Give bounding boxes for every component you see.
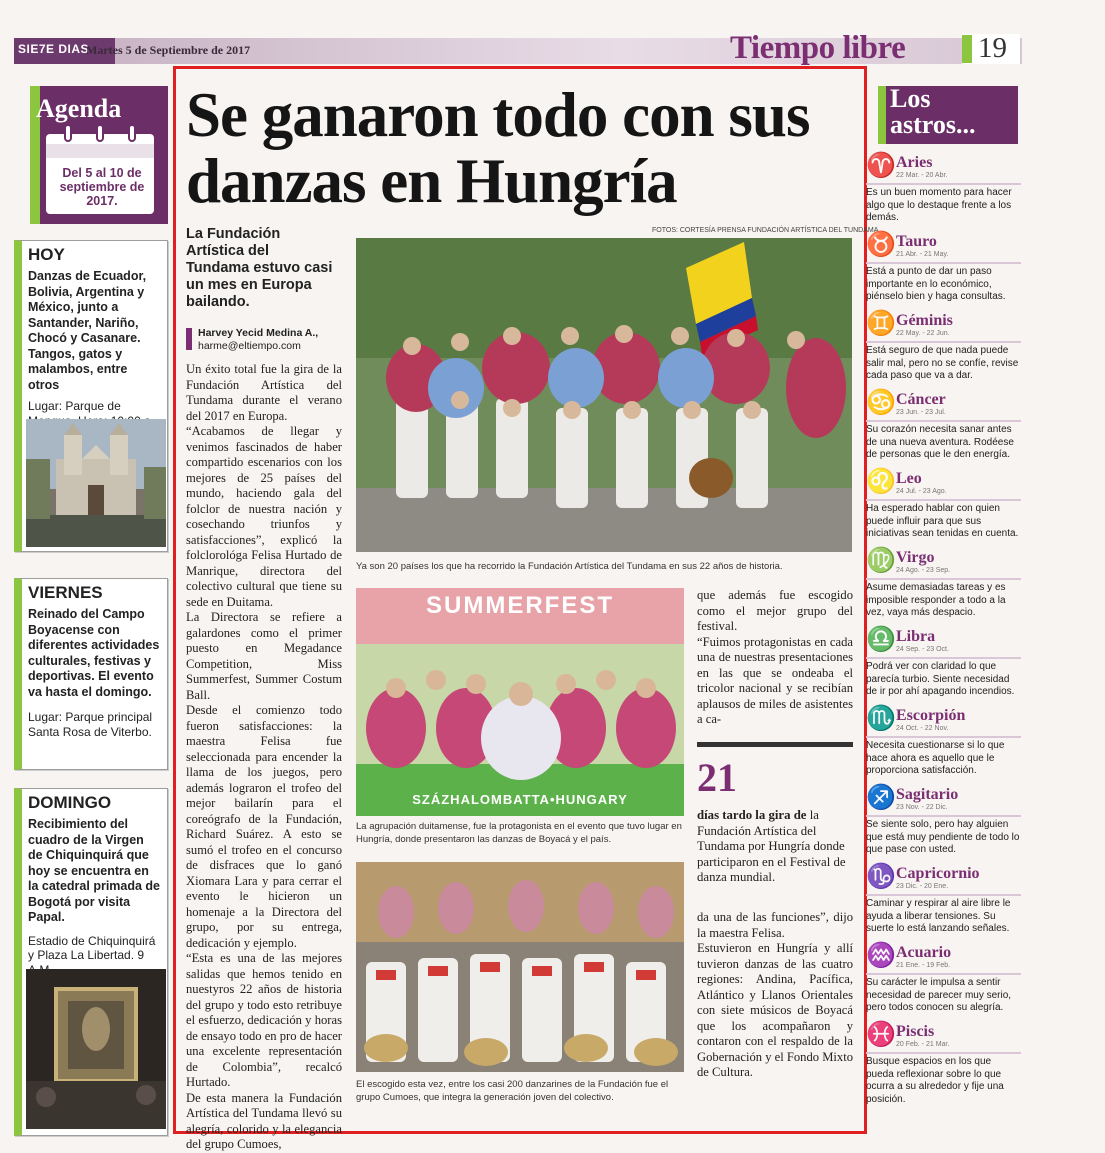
zodiac-text: Busque espacios en los que pueda reflexionar sobre lo que ocurra a su alrededor y fije una posición. xyxy=(866,1052,1021,1106)
viernes-card xyxy=(14,578,168,770)
zodiac-3-icon: ♋ xyxy=(866,390,896,416)
zodiac-9-icon: ♑ xyxy=(866,864,896,890)
church-photo xyxy=(26,419,166,547)
zodiac-text: Necesita cuestionarse si lo que hace ahora es aquello que le proporciona satisfacción. xyxy=(866,736,1021,778)
zodiac-dates: 22 Mar. - 20 Abr. xyxy=(896,172,948,179)
domingo-text: Recibimiento del cuadro de la Virgen de Chiquinquirá que hoy se encuentra en la catedral primada de Bogotá por visita Papal. xyxy=(28,817,161,924)
zodiac-name: Piscis xyxy=(896,1023,935,1040)
zodiac-name: Sagitario xyxy=(896,786,959,803)
zodiac-0-icon: ♈ xyxy=(866,153,896,179)
stat-text-rest: la Fundación Artística del Tundama por Hungría donde participaron en el Festival de danza mundial. xyxy=(697,808,846,884)
horoscope-leo xyxy=(866,470,1021,541)
zodiac-dates: 24 Sep. - 23 Oct. xyxy=(896,646,949,653)
zodiac-5-icon: ♍ xyxy=(866,548,896,574)
zodiac-text: Ha esperado hablar con quien puede influir para que sus iniciativas sean tenidas en cuenta. xyxy=(866,499,1021,541)
cumoes-photo-caption: El escogido esta vez, entre los casi 200 danzarines de la Fundación fue el grupo Cumoes, que integra la generación joven del colectivo. xyxy=(356,1079,669,1103)
stat-text xyxy=(697,808,851,886)
zodiac-dates: 21 Ene. - 19 Feb. xyxy=(896,962,951,969)
cumoes-group-photo xyxy=(356,862,684,1072)
agenda-dates: Del 5 al 10 de septiembre de 2017. xyxy=(59,166,145,208)
zodiac-text: Es un buen momento para hacer algo que lo destaque frente a los demás. xyxy=(866,183,1021,225)
zodiac-dates: 24 Ago. - 23 Sep. xyxy=(896,567,951,574)
zodiac-text: Su carácter le impulsa a sentir necesidad de parecer muy serio, pero todos conocen su alegría. xyxy=(866,973,1021,1015)
zodiac-name: Libra xyxy=(896,628,936,645)
publication-brand: SIE7E DIAS xyxy=(18,42,90,56)
byline-accent xyxy=(186,328,192,350)
zodiac-4-icon: ♌ xyxy=(866,469,896,495)
hoy-text: Danzas de Ecuador, Bolivia, Argentina y México, junto a Santander, Nariño, Chocó y Casanare. Tangos, gatos y malambos, entre otros xyxy=(28,269,147,392)
zodiac-dates: 21 Abr. - 21 May. xyxy=(896,251,949,258)
hungary-banner: SZÁZHALOMBATTA•HUNGARY xyxy=(412,792,628,807)
stat-divider xyxy=(697,742,853,747)
horoscope-virgo xyxy=(866,549,1021,620)
zodiac-dates: 22 May. - 22 Jun. xyxy=(896,330,950,337)
zodiac-dates: 23 Jun. - 23 Jul. xyxy=(896,409,946,416)
summerfest-photo xyxy=(356,588,684,816)
main-photo-caption: Ya son 20 países los que ha recorrido la Fundación Artística del Tundama en sus 22 años de historia. xyxy=(356,561,783,572)
horoscope-piscis xyxy=(866,1023,1021,1106)
hoy-place: Lugar: Parque de xyxy=(28,399,121,413)
zodiac-name: Leo xyxy=(896,470,922,487)
zodiac-text: Caminar y respirar al aire libre le ayuda a liberar tensiones. Su suerte lo está lanzando señales. xyxy=(866,894,1021,936)
zodiac-dates: 24 Jul. - 23 Ago. xyxy=(896,488,947,495)
zodiac-11-icon: ♓ xyxy=(866,1022,896,1048)
domingo-title: DOMINGO xyxy=(28,793,112,812)
article-body-col3-bottom: da una de las funciones”, dijo la maestra Felisa. Estuvieron en Hungría y allí tuvieron danzas de las cuatro regiones: Andina, Pacífica, Atlántico y Llanos Orientales con siete músicos de Boyacá que los acompañaron y contaron con el respaldo de la Gobernación y el Fondo Mixto de Cultura. xyxy=(697,910,854,1079)
zodiac-dates: 23 Dic. - 20 Ene. xyxy=(896,883,949,890)
horoscope-escorpion xyxy=(866,707,1021,778)
byline xyxy=(198,327,318,352)
zodiac-name: Géminis xyxy=(896,312,953,329)
zodiac-7-icon: ♏ xyxy=(866,706,896,732)
zodiac-text: Está a punto de dar un paso importante en lo económico, piénselo bien y haga consultas. xyxy=(866,262,1021,304)
viernes-place: Lugar: Parque principal Santa Rosa de Viterbo. xyxy=(28,710,153,739)
domingo-card xyxy=(14,788,168,1136)
article-body-col1-text: Un éxito total fue la gira de la Fundación Artística del Tundama durante el verano del 2017 en Europa. “Acabamos de llegar y venimos fascinados de haber compartido escenarios con los mejores de 25 países del mundo, haciendo gala del folclor de nuestra nación y cosechando triunfos y satisfacciones”, explicó la folclorológa Felisa Hurtado de Manrique, directora del colectivo cultural que tiene su sede en Duitama. La Directora se refiere a galardones como el primer puesto en Megadance Competition, Miss Summerfest, Summer Costum Ball. Desde el comienzo todo fueron satisfacciones: la maestra Felisa fue seleccionada para encender la llama de los juegos, pero además lograron el trofeo del mejor bailarín para el coreógrafo de la Fundación, Richard Suárez. A esto se sumó el trofeo en el concurso de disfraces que lo ganó Xiomara Lara y para cerrar el evento le hicieron un homenaje a la Directora del grupo, por su entrega, dedicación y ejemplo. “Esta es una de las mejores salidas que hemos tenido en nuestyros 22 años de historia del grupo y todo esto retribuye el esfuerzo, dedicación y horas de ensayo todo en pro de hacer una excelente representación de Colombia”, recalcó Hurtado. De esta manera la Fundación Artística del Tundama llevó su alegría, colorido y la elegancia del grupo Cumoes, xyxy=(186,362,342,1151)
article-body-col3-top: que además fue escogido como el mejor grupo del festival. “Fuimos protagonistas en cada una de nuestras presentaciones en las que se ondeaba el tricolor nacional y se recibían aplausos de miles de asistentes a ca- xyxy=(697,588,853,726)
summerfest-photo-caption: La agrupación duitamense, fue la protagonista en el evento que tuvo lugar en Hungría, donde presentaron las danzas de Boyacá y el país. xyxy=(356,821,682,845)
zodiac-name: Capricornio xyxy=(896,865,980,882)
photo-credit: FOTOS: CORTESÍA PRENSA FUNDACIÓN ARTÍSTICA DEL TUNDAMA xyxy=(652,227,879,234)
horoscope-aries xyxy=(866,154,1021,225)
main-group-photo xyxy=(356,238,852,552)
horoscope-cancer xyxy=(866,391,1021,462)
issue-date: Martes 5 de Septiembre de 2017 xyxy=(86,43,251,57)
stat-text-bold: días tardo la gira de xyxy=(697,808,807,822)
zodiac-name: Virgo xyxy=(896,549,935,566)
zodiac-name: Cáncer xyxy=(896,391,946,408)
hoy-card xyxy=(14,240,168,552)
horoscope-sagitario xyxy=(866,786,1021,857)
zodiac-8-icon: ♐ xyxy=(866,785,896,811)
zodiac-text: Se siente solo, pero hay alguien que está muy pendiente de todo lo que pase con usted. xyxy=(866,815,1021,857)
zodiac-6-icon: ♎ xyxy=(866,627,896,653)
section-title: Tiempo libre xyxy=(730,30,906,66)
article-body-col1 xyxy=(186,362,342,1153)
zodiac-name: Acuario xyxy=(896,944,952,961)
author-email: harme@eltiempo.com xyxy=(198,339,301,352)
horoscope-acuario xyxy=(866,944,1021,1015)
zodiac-dates: 24 Oct. - 22 Nov. xyxy=(896,725,949,732)
zodiac-dates: 23 Nov. - 22 Dic. xyxy=(896,804,948,811)
zodiac-text: Podrá ver con claridad lo que parecía turbio. Siente necesidad de ir por ahí apagando incendios. xyxy=(866,657,1021,699)
horoscope-libra xyxy=(866,628,1021,699)
page-number-accent xyxy=(962,35,972,63)
zodiac-text: Su corazón necesita sanar antes de una nueva aventura. Rodéese de personas que le den energía. xyxy=(866,420,1021,462)
viernes-text: Reinado del Campo Boyacense con diferentes actividades culturales, festivas y deportivas. El evento va hasta el domingo. xyxy=(28,607,160,699)
astros-title: Los astros... xyxy=(890,84,976,139)
hoy-title: HOY xyxy=(28,245,65,264)
article-headline: Se ganaron todo con sus danzas en Hungría xyxy=(186,80,810,216)
viernes-title: VIERNES xyxy=(28,583,103,602)
zodiac-name: Aries xyxy=(896,154,933,171)
zodiac-text: Está seguro de que nada puede salir mal, pero no se confíe, revise cada paso que va a dar. xyxy=(866,341,1021,383)
zodiac-2-icon: ♊ xyxy=(866,311,896,337)
summerfest-banner: SUMMERFEST xyxy=(426,592,614,619)
horoscope-geminis xyxy=(866,312,1021,383)
author-name: Harvey Yecid Medina A., xyxy=(198,327,319,339)
zodiac-name: Escorpión xyxy=(896,707,966,724)
agenda-title: Agenda xyxy=(36,94,122,123)
stat-number: 21 xyxy=(697,755,737,800)
domingo-place: Estadio de Chiquinquirá y Plaza La Libertad. 9 xyxy=(28,933,156,962)
horoscope-capricornio xyxy=(866,865,1021,936)
zodiac-1-icon: ♉ xyxy=(866,232,896,258)
virgin-painting-photo xyxy=(26,969,166,1129)
zodiac-10-icon: ♒ xyxy=(866,943,896,969)
zodiac-dates: 20 Feb. - 21 Mar. xyxy=(896,1041,950,1048)
zodiac-name: Tauro xyxy=(896,233,937,250)
page-number: 19 xyxy=(978,32,1007,64)
horoscope-tauro xyxy=(866,233,1021,304)
article-dek: La Fundación Artística del Tundama estuvo casi un mes en Europa bailando. xyxy=(186,226,333,310)
zodiac-text: Asume demasiadas tareas y es imposible responder a todo a la vez, vaya más despacio. xyxy=(866,578,1021,620)
